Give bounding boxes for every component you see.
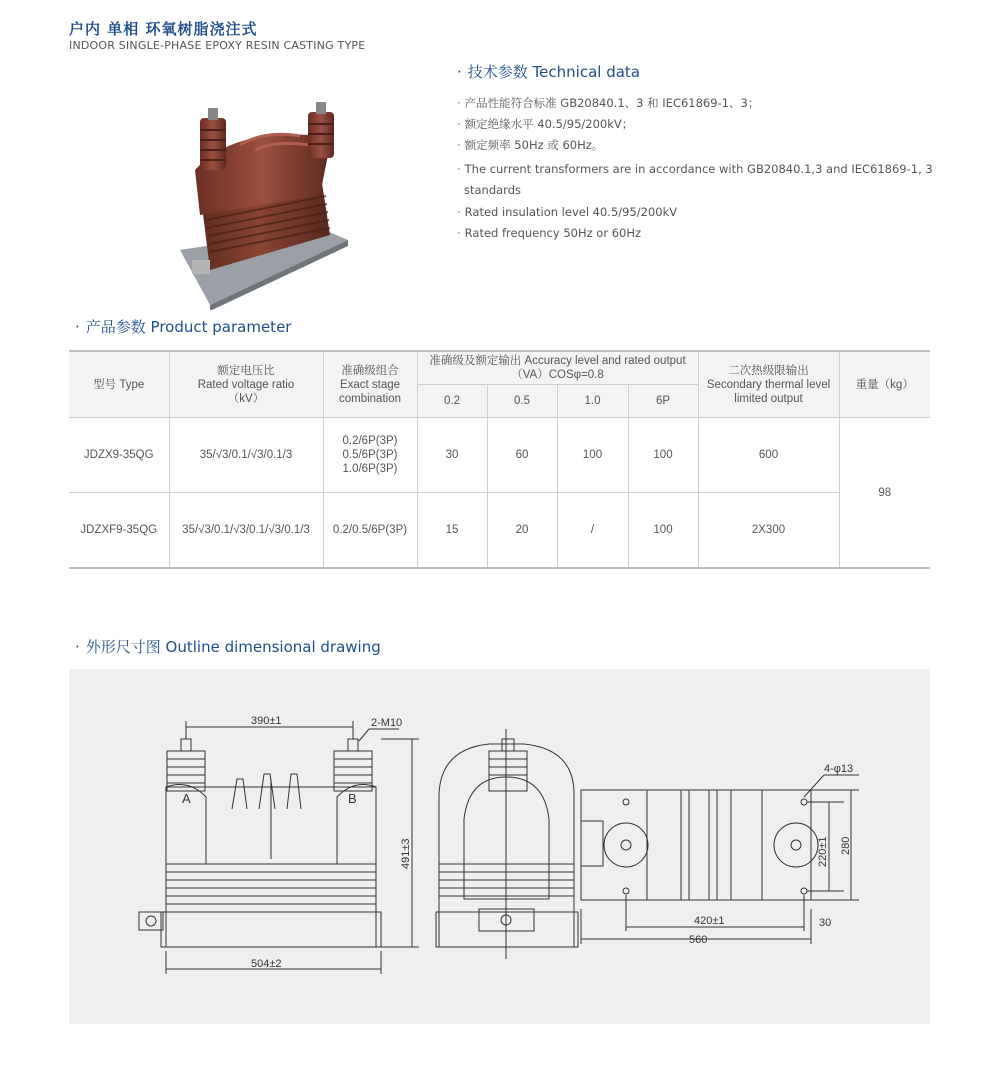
header-ratio: 额定电压比 Rated voltage ratio （kV） [169,351,323,418]
cell-v6p: 100 [628,493,698,569]
table-row [69,493,930,569]
cell-v05: 60 [487,418,557,493]
cell-exact: 0.2/6P(3P) 0.5/6P(3P) 1.0/6P(3P) [323,418,417,493]
label-a: A [182,791,191,806]
cell-thermal: 2X300 [698,493,839,569]
cell-v05: 20 [487,493,557,569]
outline-drawing-svg [69,669,930,1024]
cell-v10: / [557,493,628,569]
cell-ratio: 35/√3/0.1/√3/0.1/√3/0.1/3 [169,493,323,569]
label-b: B [348,791,357,806]
product-photo [170,100,360,310]
cell-ratio: 35/√3/0.1/√3/0.1/3 [169,418,323,493]
subheader-1.0: 1.0 [557,385,628,418]
header-accuracy: 准确级及额定输出 Accuracy level and rated output （VA）COSφ=0.8 [417,351,698,385]
cell-type: JDZXF9-35QG [69,493,169,569]
header-type: 型号 Type [69,351,169,418]
cell-v6p: 100 [628,418,698,493]
dim-thread: 2-M10 [371,717,403,729]
spec-line: · The current transformers are in accordance with GB20840.1,3 and IEC61869-1, 3 [457,162,933,176]
subheader-0.2: 0.2 [417,385,487,418]
spec-line: · Rated insulation level 40.5/95/200kV [457,205,678,219]
outline-heading: · 外形尺寸图 Outline dimensional drawing [75,638,381,656]
dim-depth: 280 [840,836,852,855]
header-thermal: 二次热级限输出 Secondary thermal level limited output [698,351,839,418]
dim-length: 560 [689,934,708,946]
cell-exact: 0.2/0.5/6P(3P) [323,493,417,569]
header-exact: 准确级组合 Exact stage combination [323,351,417,418]
table-row [69,418,930,493]
cell-v02: 15 [417,493,487,569]
cell-type: JDZX9-35QG [69,418,169,493]
dim-base-width: 504±2 [251,958,282,970]
page-subtitle: INDOOR SINGLE-PHASE EPOXY RESIN CASTING TYPE [69,39,366,52]
spec-line: · 额定频率 50Hz 或 60Hz。 [457,138,604,152]
technical-heading: · 技术参数 Technical data [457,63,640,81]
subheader-0.5: 0.5 [487,385,557,418]
spec-line: · Rated frequency 50Hz or 60Hz [457,226,642,240]
subheader-6p: 6P [628,385,698,418]
spec-line: standards [464,183,522,197]
cell-v10: 100 [557,418,628,493]
dim-holes: 4-φ13 [824,763,854,775]
cell-thermal: 600 [698,418,839,493]
cell-weight: 98 [839,418,930,569]
product-parameter-table [69,350,930,569]
dim-hole-span-x: 420±1 [694,915,725,927]
cell-v02: 30 [417,418,487,493]
dim-top-span: 390±1 [251,715,282,727]
page-title: 户内 单相 环氧树脂浇注式 [69,20,258,38]
dim-hole-span-y: 220±1 [817,836,829,867]
dim-edge: 30 [819,917,832,929]
header-weight: 重量（kg） [839,351,930,418]
dim-height: 491±3 [400,838,412,869]
spec-line: · 额定绝缘水平 40.5/95/200kV； [457,117,634,131]
spec-line: · 产品性能符合标准 GB20840.1、3 和 IEC61869-1、3； [457,96,760,110]
product-heading: · 产品参数 Product parameter [75,318,292,336]
outline-drawing [69,669,930,1024]
